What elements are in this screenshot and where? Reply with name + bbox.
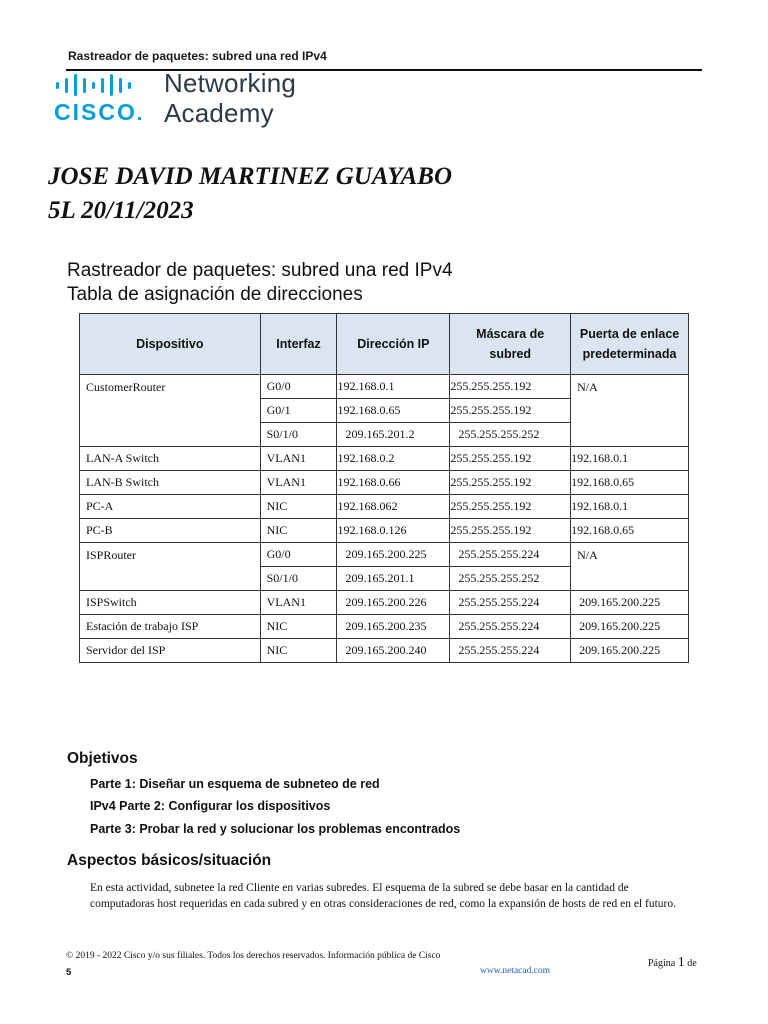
mask-cell: 255.255.255.224 <box>450 639 571 663</box>
footer-total-pages: 5 <box>66 967 72 978</box>
device-cell: Estación de trabajo ISP <box>80 615 261 639</box>
header-interface: Interfaz <box>260 314 337 375</box>
ip-cell: 209.165.201.1 <box>337 567 450 591</box>
background-paragraph: En esta actividad, subnetee la red Cliente en varias subredes. El esquema de la subred se debe basar en la cantidad de computadoras host requeridas en cada subred y en otras consideraciones de red, como la expansión de hosts de red en el futuro. <box>90 882 676 910</box>
gateway-cell: 209.165.200.225 <box>571 639 689 663</box>
ip-cell: 192.168.0.2 <box>337 447 450 471</box>
interface-cell: VLAN1 <box>260 447 337 471</box>
mask-cell: 255.255.255.192 <box>450 471 571 495</box>
table-row <box>80 567 689 591</box>
table-row <box>80 519 689 543</box>
logo-academy-text: Academy <box>164 98 274 128</box>
footer-page-indicator: Página 1 de <box>648 955 697 970</box>
device-cell: ISPSwitch <box>80 591 261 615</box>
gateway-cell: 192.168.0.65 <box>571 519 689 543</box>
table-row <box>80 543 689 567</box>
gateway-cell-empty <box>571 399 689 423</box>
ip-cell: 192.168.0.1 <box>337 375 450 399</box>
interface-cell: S0/1/0 <box>260 423 337 447</box>
author-name: JOSE DAVID MARTINEZ GUAYABO <box>48 163 453 190</box>
objectives-heading: Objetivos <box>67 750 138 767</box>
logo-networking-text: Networking <box>164 68 297 98</box>
gateway-cell: 192.168.0.1 <box>571 447 689 471</box>
table-row <box>80 639 689 663</box>
addressing-table <box>79 313 689 663</box>
device-cell-empty <box>80 399 261 423</box>
mask-cell: 255.255.255.224 <box>450 615 571 639</box>
table-row <box>80 591 689 615</box>
footer-copyright: © 2019 - 2022 Cisco y/o sus filiales. Todos los derechos reservados. Información pública de Cisco <box>66 951 441 961</box>
interface-cell: G0/0 <box>260 543 337 567</box>
mask-cell: 255.255.255.252 <box>450 567 571 591</box>
device-cell: CustomerRouter <box>80 375 261 399</box>
device-cell: LAN-B Switch <box>80 471 261 495</box>
mask-cell: 255.255.255.192 <box>450 519 571 543</box>
gateway-cell: N/A <box>571 543 689 567</box>
gateway-cell: N/A <box>571 375 689 399</box>
interface-cell: NIC <box>260 615 337 639</box>
ip-cell: 192.168.0.126 <box>337 519 450 543</box>
device-cell-empty <box>80 423 261 447</box>
interface-cell: NIC <box>260 495 337 519</box>
ip-cell: 192.168.0.65 <box>337 399 450 423</box>
cisco-wordmark: CISCO <box>54 99 154 127</box>
header-device: Dispositivo <box>80 314 261 375</box>
interface-cell: NIC <box>260 639 337 663</box>
ip-cell: 209.165.200.240 <box>337 639 450 663</box>
table-row <box>80 375 689 399</box>
document-title: Rastreador de paquetes: subred una red IPv4 <box>67 260 453 281</box>
mask-cell: 255.255.255.192 <box>450 447 571 471</box>
mask-cell: 255.255.255.192 <box>450 375 571 399</box>
gateway-cell: 209.165.200.225 <box>571 591 689 615</box>
interface-cell: G0/1 <box>260 399 337 423</box>
device-cell: LAN-A Switch <box>80 447 261 471</box>
header-ip: Dirección IP <box>337 314 450 375</box>
footer-url-link[interactable]: www.netacad.com <box>480 966 551 976</box>
table-row <box>80 615 689 639</box>
ip-cell: 209.165.200.226 <box>337 591 450 615</box>
objective-item: Parte 1: Diseñar un esquema de subneteo de red <box>90 777 380 791</box>
document-title-block <box>67 259 453 307</box>
header-mask: Máscara de subred <box>450 314 571 375</box>
gateway-cell-empty <box>571 423 689 447</box>
mask-cell: 255.255.255.252 <box>450 423 571 447</box>
interface-cell: G0/0 <box>260 375 337 399</box>
table-row <box>80 399 689 423</box>
table-row <box>80 447 689 471</box>
author-block <box>48 160 452 228</box>
interface-cell: NIC <box>260 519 337 543</box>
gateway-cell: 192.168.0.1 <box>571 495 689 519</box>
device-cell: Servidor del ISP <box>80 639 261 663</box>
author-group-date: 5L 20/11/2023 <box>48 197 194 224</box>
header-gateway: Puerta de enlace predeterminada <box>571 314 689 375</box>
table-row <box>80 495 689 519</box>
ip-cell: 192.168.0.66 <box>337 471 450 495</box>
ip-cell: 209.165.200.225 <box>337 543 450 567</box>
device-cell: PC-A <box>80 495 261 519</box>
cisco-networking-academy-logo <box>54 70 314 130</box>
cisco-bridge-icon <box>54 73 144 97</box>
ip-cell: 192.168.062 <box>337 495 450 519</box>
document-subtitle: Tabla de asignación de direcciones <box>67 284 363 305</box>
interface-cell: VLAN1 <box>260 471 337 495</box>
ip-cell: 209.165.200.235 <box>337 615 450 639</box>
mask-cell: 255.255.255.192 <box>450 495 571 519</box>
interface-cell: VLAN1 <box>260 591 337 615</box>
gateway-cell: 209.165.200.225 <box>571 615 689 639</box>
gateway-cell-empty <box>571 567 689 591</box>
ip-cell: 209.165.201.2 <box>337 423 450 447</box>
device-cell-empty <box>80 567 261 591</box>
interface-cell: S0/1/0 <box>260 567 337 591</box>
gateway-cell: 192.168.0.65 <box>571 471 689 495</box>
mask-cell: 255.255.255.224 <box>450 543 571 567</box>
table-header-row <box>80 314 689 375</box>
objective-item: IPv4 Parte 2: Configurar los dispositivos <box>90 799 331 813</box>
objective-item: Parte 3: Probar la red y solucionar los problemas encontrados <box>90 822 461 836</box>
header-title: Rastreador de paquetes: subred una red IPv4 <box>68 49 327 63</box>
mask-cell: 255.255.255.192 <box>450 399 571 423</box>
device-cell: PC-B <box>80 519 261 543</box>
table-row <box>80 423 689 447</box>
mask-cell: 255.255.255.224 <box>450 591 571 615</box>
background-heading: Aspectos básicos/situación <box>67 852 272 869</box>
table-row <box>80 471 689 495</box>
device-cell: ISPRouter <box>80 543 261 567</box>
